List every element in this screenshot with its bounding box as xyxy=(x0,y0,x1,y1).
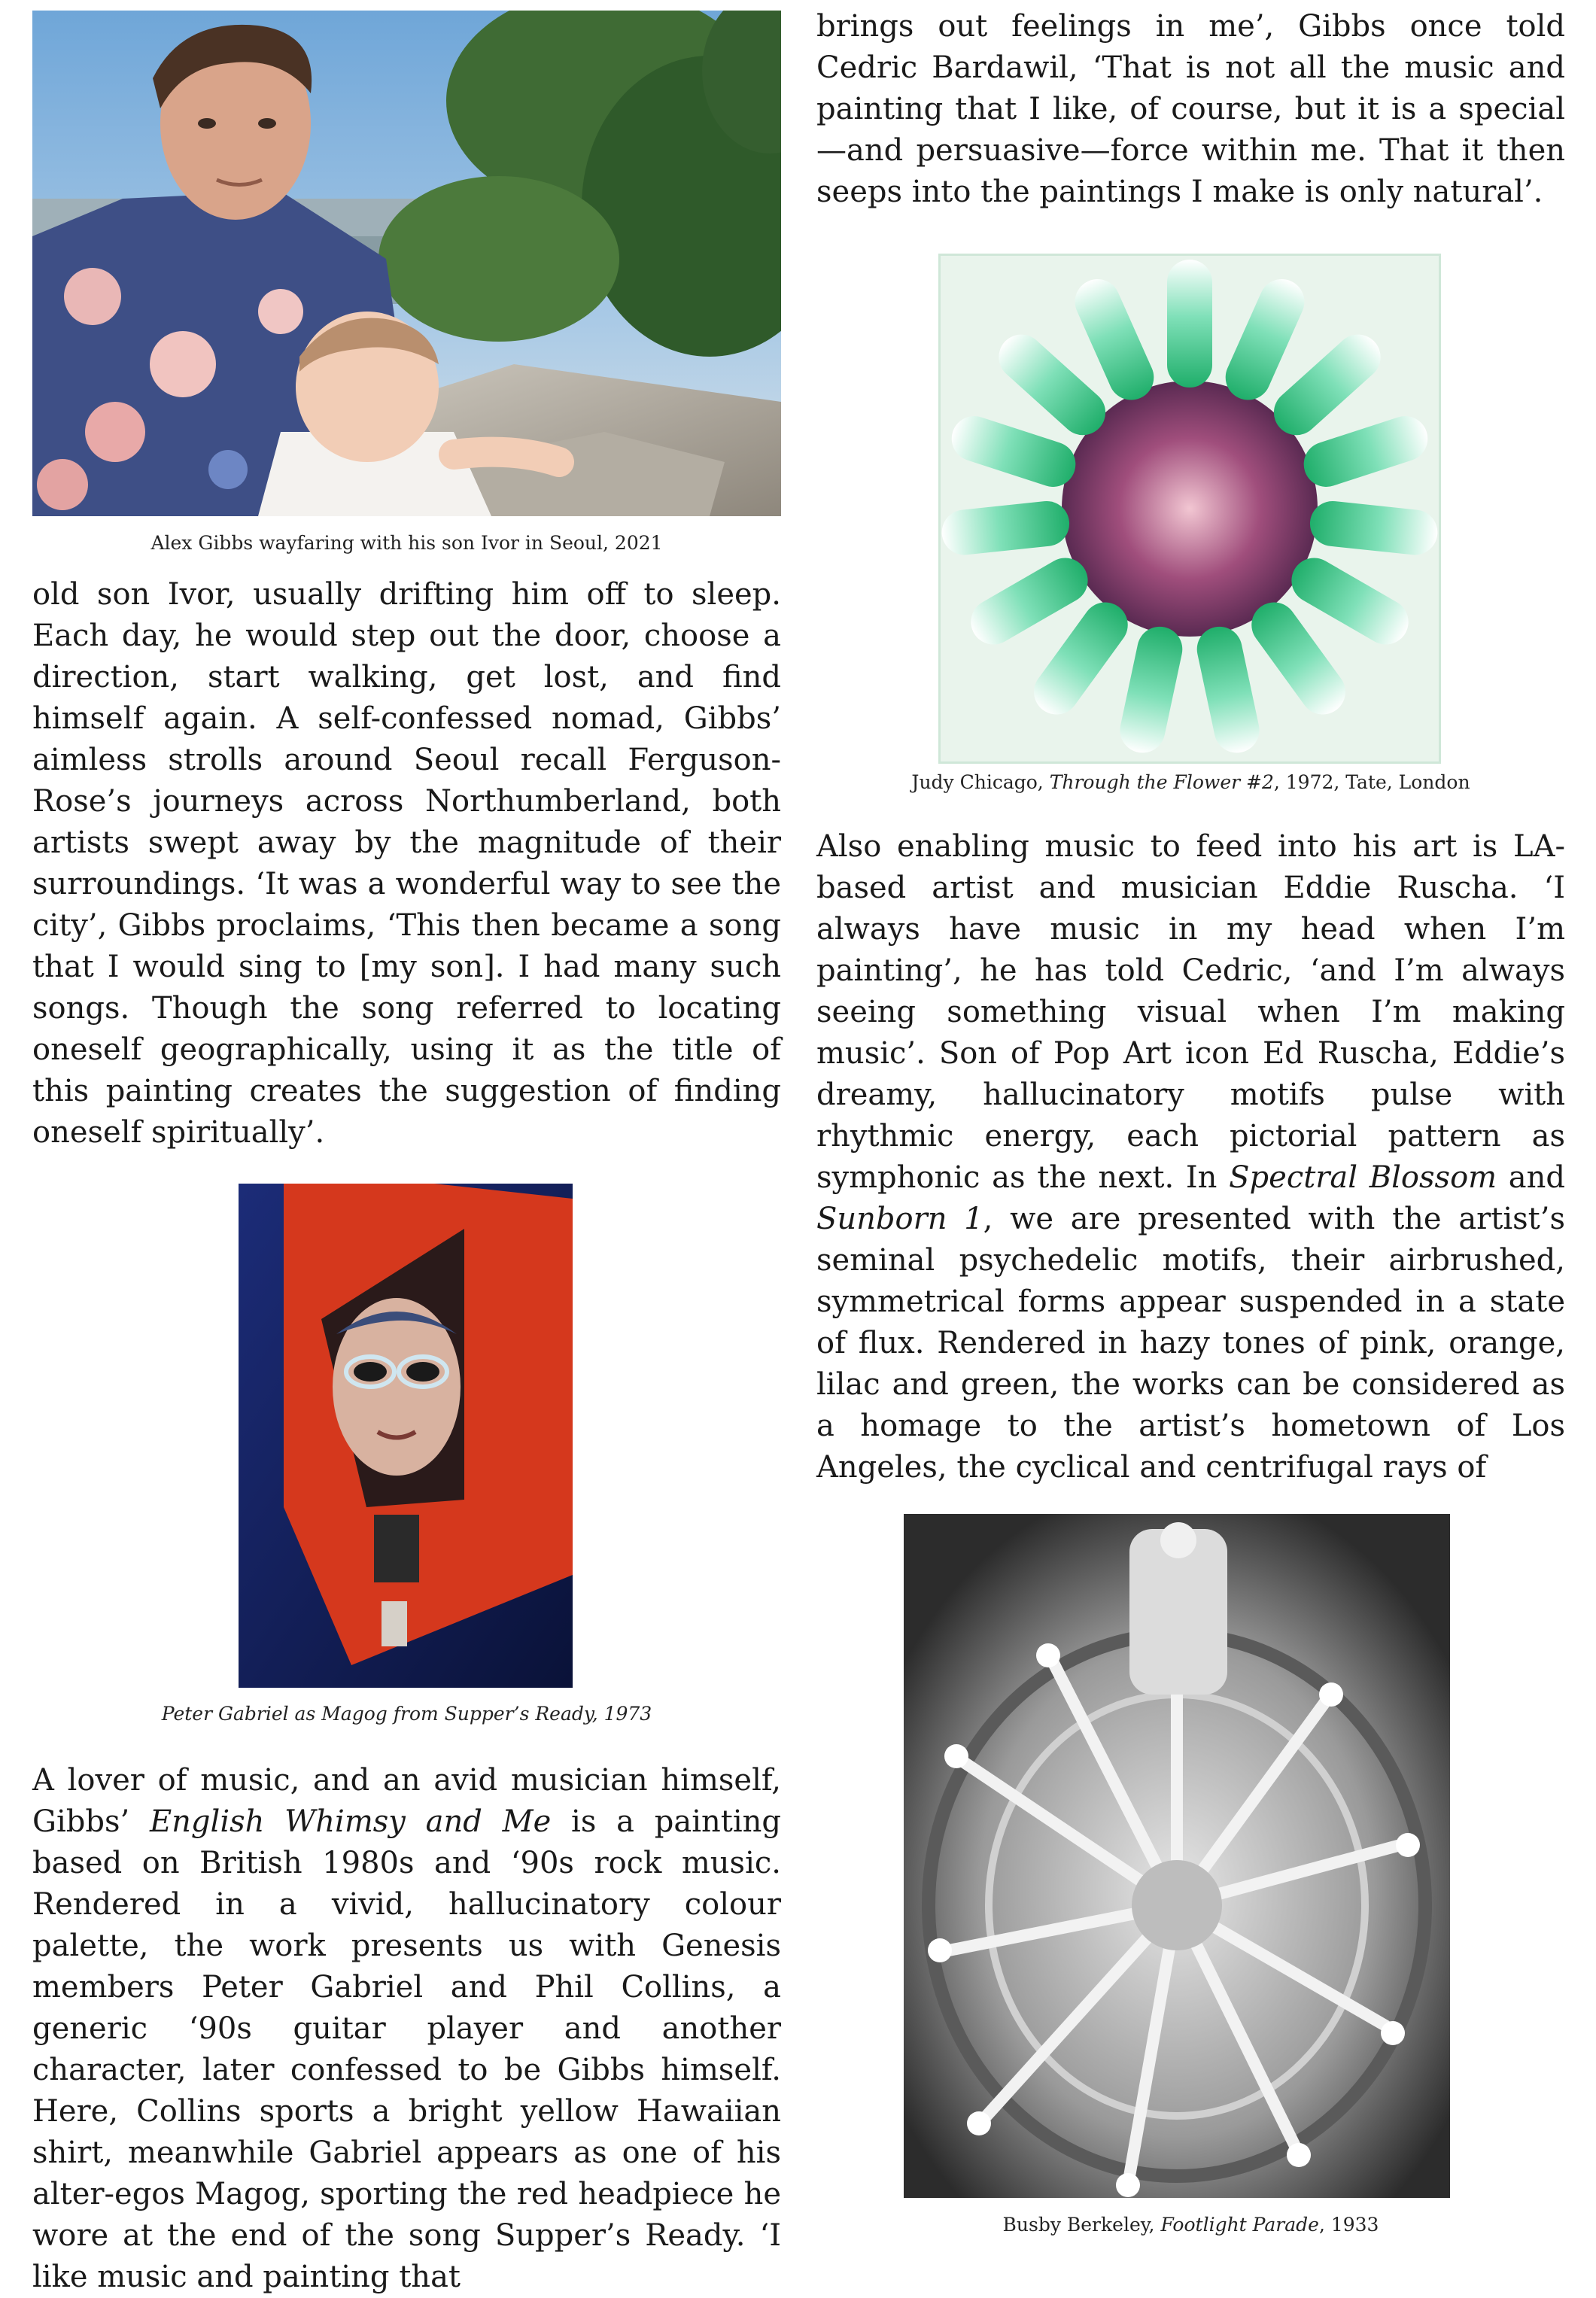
caption-details: , 1933 xyxy=(1318,2214,1379,2236)
artwork-through-the-flower-image xyxy=(938,254,1441,764)
photo-gibbs-and-son-image xyxy=(32,11,781,516)
caption-artwork-title: Through the Flower #2 xyxy=(1049,771,1274,793)
photo-footlight-parade-image xyxy=(904,1514,1450,2198)
caption-artist: Busby Berkeley, xyxy=(1002,2214,1161,2236)
caption-artist: Judy Chicago, xyxy=(911,771,1050,793)
artwork-title-sunborn: Sunborn 1 xyxy=(816,1202,983,1236)
photo-peter-gabriel-magog-image xyxy=(239,1184,573,1688)
artwork-through-the-flower xyxy=(938,254,1441,764)
photo-footlight-parade xyxy=(904,1514,1450,2198)
caption-details: , 1972, Tate, London xyxy=(1273,771,1470,793)
body-text-segment: A lover of music, and an avid musician himself, Gibbs’ xyxy=(32,1763,781,1839)
body-text-left-bottom xyxy=(32,1760,781,2298)
body-text-right-top: brings out feelings in me’, Gibbs once told Cedric Bardawil, ‘That is not all the music and painting that I like, of course, but it is a special—and persuasive—force within me. That it then seeps into the paintings I make is only natural’. xyxy=(816,9,1565,209)
caption-peter-gabriel xyxy=(32,1702,781,1726)
body-text-left-middle: old son Ivor, usually drifting him off to sleep. Each day, he would step out the door, choose a direction, start walking, get lost, and find himself again. A self-confessed nomad, Gibbs’ aimless strolls around Seoul recall Ferguson-Rose’s journeys across Northumberland, both artists swept away by the magnitude of their surroundings. ‘It was a wonderful way to see the city’, Gibbs proclaims, ‘This then became a song that I would sing to [my son]. I had many such songs. Though the song referred to locating oneself geographically, using it as the title of this painting creates the suggestion of finding oneself spiritually’. xyxy=(32,577,781,1150)
artwork-title-spectral-blossom: Spectral Blossom xyxy=(1229,1160,1497,1195)
photo-gibbs-and-son xyxy=(32,11,781,516)
body-text-right-middle xyxy=(816,826,1565,1488)
caption-gibbs-and-son: Alex Gibbs wayfaring with his son Ivor in Seoul, 2021 xyxy=(150,532,663,554)
body-text-segment: , we are presented with the artist’s seminal psychedelic motifs, their airbrushed, symmetrical forms appear suspended in a state of flux. Rendered in hazy tones of pink, orange, lilac and green, the works can be considered as a homage to the artist’s hometown of Los Angeles, the cyclical and centrifugal rays of xyxy=(816,1202,1565,1485)
body-text-segment: and xyxy=(1497,1160,1565,1195)
caption-through-the-flower xyxy=(816,771,1565,795)
photo-peter-gabriel-magog xyxy=(239,1184,573,1688)
caption-artwork-title: Footlight Parade xyxy=(1160,2214,1319,2236)
caption-footlight-parade xyxy=(816,2213,1565,2237)
body-text-segment: is a painting based on British 1980s and ‘90s rock music. Rendered in a vivid, hallucinatory colour palette, the work presents us with Genesis members Peter Gabriel and Phil Collins, a generic ‘90s guitar player and another character, later confessed to be Gibbs himself. Here, Collins sports a bright yellow Hawaiian shirt, meanwhile Gabriel appears as one of his alter-egos Magog, sporting the red headpiece he wore at the end of the song Supper’s Ready. ‘I like music and painting that xyxy=(32,1804,781,2294)
caption-text: Peter Gabriel as Magog from Supper’s Ready, 1973 xyxy=(161,1703,652,1725)
body-text-segment: Also enabling music to feed into his art is LA-based artist and musician Eddie Ruscha. ‘I always have music in my head when I’m painting’, he has told Cedric, ‘and I’m always seeing something visual when I’m making music’. Son of Pop Art icon Ed Ruscha, Eddie’s dreamy, hallucinatory motifs pulse with rhythmic energy, each pictorial pattern as symphonic as the next. In xyxy=(816,829,1565,1195)
artwork-title-english-whimsy: English Whimsy and Me xyxy=(149,1804,552,1839)
